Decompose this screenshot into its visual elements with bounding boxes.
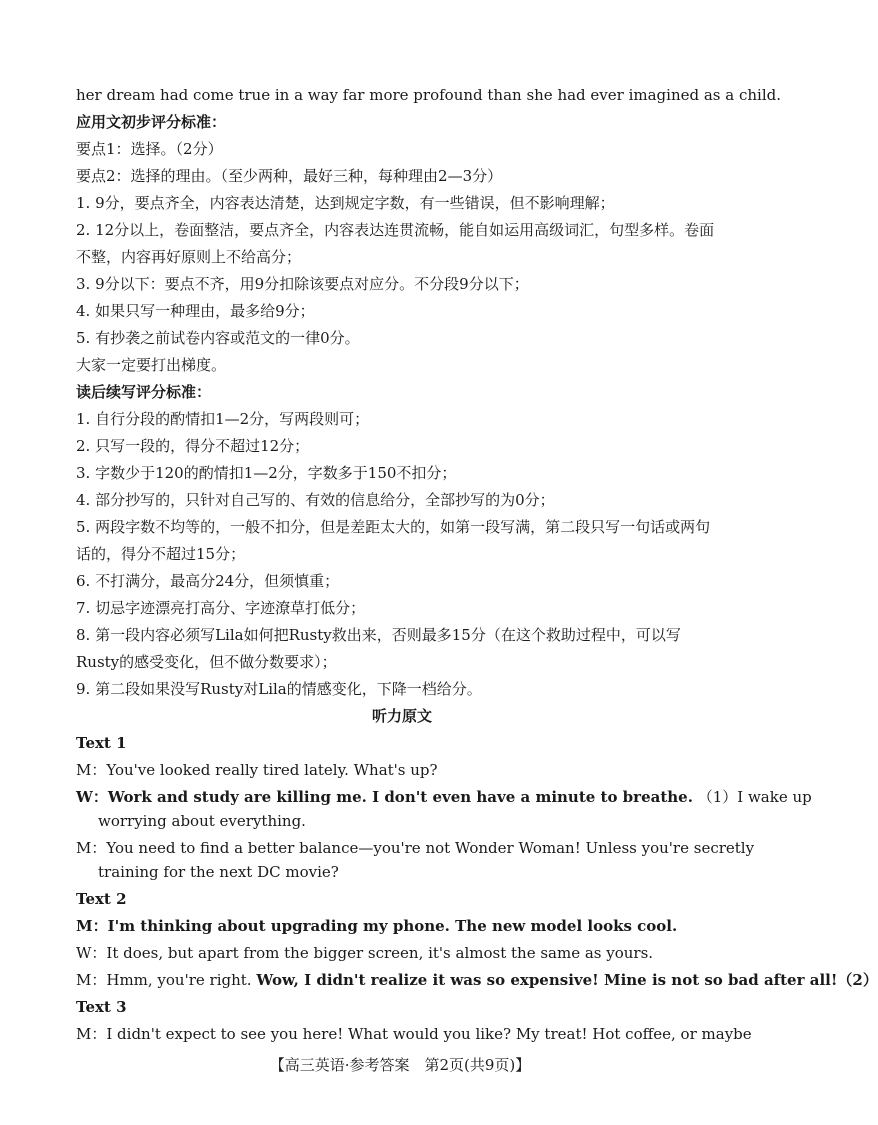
criteria-line: 话的，得分不超过15分； [76,545,246,563]
criteria-line: 1. 自行分段的酌情扣1—2分，写两段则可； [76,410,370,428]
criteria-line: 大家一定要打出梯度。 [76,356,227,374]
criteria-line: 7. 切忌字迹漂亮打高分、字迹潦草打低分； [76,599,366,617]
dialogue-line: M：You've looked really tired lately. What's up? [76,761,438,779]
dialogue-line: worrying about everything. [98,812,306,830]
criteria-line: 2. 只写一段的，得分不超过12分； [76,437,310,455]
dialogue-key-sentence: Wow, I didn't realize it was so expensive! Mine is not so bad after all!（2） [256,971,878,989]
criteria-line: 5. 两段字数不均等的，一般不扣分，但是差距太大的，如第一段写满，第二段只写一句话或两句 [76,518,711,536]
dialogue-line: M：I didn't expect to see you here! What would you like? My treat! Hot coffee, or maybe [76,1025,752,1043]
criteria-line: 8. 第一段内容必须写Lila如何把Rusty救出来，否则最多15分（在这个救助过程中，可以写 [76,626,681,644]
dialogue-line [76,786,812,808]
criteria-line: 4. 部分抄写的，只针对自己写的、有效的信息给分，全部抄写的为0分； [76,491,555,509]
criteria-line: 6. 不打满分，最高分24分，但须慎重； [76,572,340,590]
dialogue-continuation: （1）I wake up [697,788,812,806]
criteria-line: 4. 如果只写一种理由，最多给9分； [76,302,315,320]
criteria-line: 要点1：选择。（2分） [76,140,223,158]
criteria-line: 要点2：选择的理由。（至少两种，最好三种，每种理由2—3分） [76,167,503,185]
dialogue-line: M：I'm thinking about upgrading my phone. The new model looks cool. [76,917,678,935]
dialogue-line: W：It does, but apart from the bigger screen, it's almost the same as yours. [76,944,654,962]
section-heading-practical-writing: 应用文初步评分标准： [76,113,227,131]
text-2-heading: Text 2 [76,890,127,908]
text-1-heading: Text 1 [76,734,127,752]
dialogue-line: M：You need to find a better balance—you're not Wonder Woman! Unless you're secretly [76,839,755,857]
page-footer: 【高三英语·参考答案 第2页(共9页)】 [269,1056,531,1074]
essay-line: her dream had come true in a way far more profound than she had ever imagined as a child. [76,86,781,104]
dialogue-line [76,969,878,991]
text-3-heading: Text 3 [76,998,127,1016]
criteria-line: 3. 字数少于120的酌情扣1—2分，字数多于150不扣分； [76,464,457,482]
criteria-line: 9. 第二段如果没写Rusty对Lila的情感变化，下降一档给分。 [76,680,482,698]
criteria-line: 3. 9分以下：要点不齐，用9分扣除该要点对应分。不分段9分以下； [76,275,529,293]
section-heading-continuation-writing: 读后续写评分标准： [76,383,212,401]
criteria-line: 5. 有抄袭之前试卷内容或范文的一律0分。 [76,329,360,347]
criteria-line: 1. 9分，要点齐全，内容表达清楚，达到规定字数，有一些错误，但不影响理解； [76,194,615,212]
dialogue-line: training for the next DC movie? [98,863,339,881]
criteria-line: Rusty的感受变化，但不做分数要求）； [76,653,337,671]
dialogue-start: M：Hmm, you're right. [76,971,252,989]
criteria-line: 2. 12分以上，卷面整洁，要点齐全，内容表达连贯流畅，能自如运用高级词汇，句型多样。卷面 [76,221,715,239]
dialogue-key-sentence: W：Work and study are killing me. I don't even have a minute to breathe. [76,788,693,806]
listening-transcript-title: 听力原文 [371,707,432,725]
criteria-line: 不整，内容再好原则上不给高分； [76,248,302,266]
